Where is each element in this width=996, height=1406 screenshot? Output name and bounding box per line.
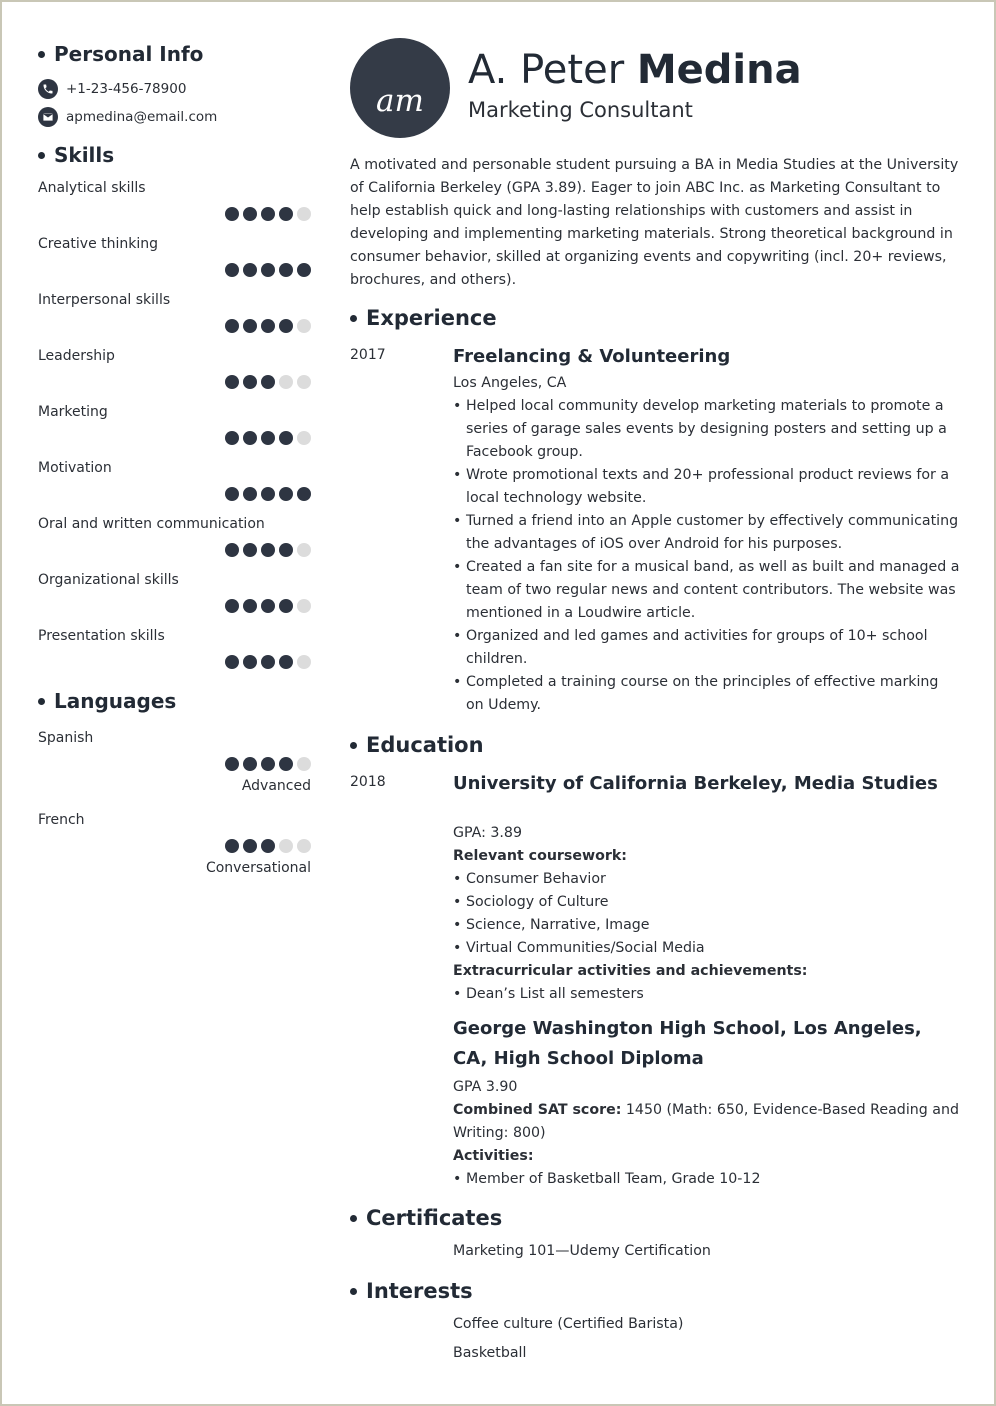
- extracurricular-list: [453, 983, 960, 1006]
- interest-item: Basketball: [453, 1345, 527, 1361]
- rating-dots: [38, 757, 311, 771]
- rating-dots: [38, 839, 311, 853]
- rating-dots: [38, 487, 311, 501]
- empty-dot-icon: [279, 375, 293, 389]
- languages-list: [38, 730, 311, 876]
- name-block: [468, 48, 802, 122]
- filled-dot-icon: [279, 655, 293, 669]
- empty-dot-icon: [297, 599, 311, 613]
- filled-dot-icon: [279, 599, 293, 613]
- filled-dot-icon: [297, 263, 311, 277]
- empty-dot-icon: [297, 839, 311, 853]
- empty-dot-icon: [297, 207, 311, 221]
- job-role: Marketing Consultant: [468, 98, 693, 122]
- filled-dot-icon: [243, 431, 257, 445]
- phone-icon: [38, 79, 58, 99]
- filled-dot-icon: [261, 543, 275, 557]
- filled-dot-icon: [279, 543, 293, 557]
- rating-dots: [38, 543, 311, 557]
- rating-dots: [38, 375, 311, 389]
- language-item: [38, 730, 311, 794]
- skill-name: Creative thinking: [38, 236, 159, 252]
- skill-name: Interpersonal skills: [38, 292, 171, 308]
- resume-header: [350, 38, 960, 138]
- skill-name: Marketing: [38, 404, 108, 420]
- coursework-item: • Science, Narrative, Image: [453, 914, 960, 937]
- activities-list: [453, 1168, 960, 1191]
- filled-dot-icon: [243, 543, 257, 557]
- skill-name: Analytical skills: [38, 180, 146, 196]
- filled-dot-icon: [225, 655, 239, 669]
- education-entry: [350, 769, 960, 1191]
- profile-summary: A motivated and personable student pursuing a BA in Media Studies at the University of California Berkeley (GPA 3.89). Eager to join ABC Inc. as Marketing Consultant to help establish quick and long-lasting relationships with customers and assist in developing and implementing marketing materials. Strong theoretical background in consumer behavior, skilled at organizing events and copywriting (incl. 20+ reviews, brochures, and others).: [350, 157, 959, 288]
- empty-dot-icon: [279, 839, 293, 853]
- filled-dot-icon: [243, 757, 257, 771]
- filled-dot-icon: [261, 655, 275, 669]
- empty-dot-icon: [297, 757, 311, 771]
- sat-score: Combined SAT score: 1450 (Math: 650, Evidence-Based Reading and Writing: 800): [453, 1102, 959, 1141]
- filled-dot-icon: [225, 263, 239, 277]
- email-icon: [38, 107, 58, 127]
- bullet-icon: [350, 742, 357, 749]
- education-heading: Education: [350, 733, 960, 757]
- filled-dot-icon: [243, 655, 257, 669]
- filled-dot-icon: [279, 431, 293, 445]
- skills-heading: Skills: [38, 143, 311, 167]
- experience-bullet: • Organized and led games and activities for groups of 10+ school children.: [453, 625, 960, 671]
- filled-dot-icon: [297, 487, 311, 501]
- filled-dot-icon: [225, 757, 239, 771]
- rating-dots: [38, 207, 311, 221]
- language-item: [38, 812, 311, 876]
- filled-dot-icon: [279, 487, 293, 501]
- filled-dot-icon: [243, 599, 257, 613]
- language-name: Spanish: [38, 730, 94, 746]
- experience-location: Los Angeles, CA: [453, 375, 567, 391]
- skill-item: [38, 628, 311, 669]
- experience-entry: [350, 342, 960, 717]
- skill-name: Organizational skills: [38, 572, 179, 588]
- phone-number: +1-23-456-78900: [66, 81, 187, 97]
- skill-name: Presentation skills: [38, 628, 165, 644]
- extracurricular-label: Extracurricular activities and achievements:: [453, 963, 808, 979]
- certificates-heading: Certificates: [350, 1206, 960, 1230]
- rating-dots: [38, 599, 311, 613]
- interest-item: Coffee culture (Certified Barista): [453, 1316, 684, 1332]
- language-level: Conversational: [205, 860, 311, 876]
- experience-bullet: • Helped local community develop marketing materials to promote a series of garage sales events by designing posters and setting up a Facebook group.: [453, 395, 960, 464]
- filled-dot-icon: [225, 431, 239, 445]
- skill-item: [38, 516, 311, 557]
- filled-dot-icon: [279, 319, 293, 333]
- bullet-icon: [350, 1288, 357, 1295]
- filled-dot-icon: [243, 839, 257, 853]
- filled-dot-icon: [279, 263, 293, 277]
- filled-dot-icon: [225, 375, 239, 389]
- rating-dots: [38, 319, 311, 333]
- empty-dot-icon: [297, 655, 311, 669]
- bullet-icon: [38, 698, 45, 705]
- experience-bullets: [453, 395, 960, 717]
- bullet-icon: [350, 1215, 357, 1222]
- coursework-item: • Sociology of Culture: [453, 891, 960, 914]
- extracurricular-item: • Dean’s List all semesters: [453, 983, 960, 1006]
- activity-item: • Member of Basketball Team, Grade 10-12: [453, 1168, 960, 1191]
- skill-item: [38, 404, 311, 445]
- coursework-item: • Virtual Communities/Social Media: [453, 937, 960, 960]
- rating-dots: [38, 655, 311, 669]
- university-gpa: GPA: 3.89: [453, 825, 522, 841]
- rating-dots: [38, 263, 311, 277]
- empty-dot-icon: [297, 543, 311, 557]
- filled-dot-icon: [225, 839, 239, 853]
- filled-dot-icon: [243, 263, 257, 277]
- filled-dot-icon: [225, 599, 239, 613]
- filled-dot-icon: [243, 319, 257, 333]
- filled-dot-icon: [261, 839, 275, 853]
- activities-label: Activities:: [453, 1148, 534, 1164]
- experience-bullet: • Turned a friend into an Apple customer by effectively communicating the advantages of iOS over Android for his purposes.: [453, 510, 960, 556]
- skill-item: [38, 348, 311, 389]
- email-address: apmedina@email.com: [66, 109, 218, 125]
- sidebar: [38, 42, 311, 876]
- phone-row: [38, 79, 311, 99]
- filled-dot-icon: [225, 487, 239, 501]
- avatar: [350, 38, 450, 138]
- bullet-icon: [38, 51, 45, 58]
- experience-position: Freelancing & Volunteering: [453, 346, 731, 367]
- experience-bullet: • Wrote promotional texts and 20+ professional product reviews for a local technology website.: [453, 464, 960, 510]
- rating-dots: [38, 431, 311, 445]
- filled-dot-icon: [243, 207, 257, 221]
- skills-list: [38, 180, 311, 669]
- filled-dot-icon: [261, 375, 275, 389]
- filled-dot-icon: [261, 207, 275, 221]
- filled-dot-icon: [225, 319, 239, 333]
- skill-item: [38, 460, 311, 501]
- high-school-name: George Washington High School, Los Angeles, CA, High School Diploma: [453, 1018, 922, 1069]
- skill-item: [38, 292, 311, 333]
- email-row: [38, 107, 311, 127]
- filled-dot-icon: [261, 599, 275, 613]
- filled-dot-icon: [261, 487, 275, 501]
- filled-dot-icon: [279, 207, 293, 221]
- filled-dot-icon: [225, 207, 239, 221]
- filled-dot-icon: [261, 431, 275, 445]
- coursework-label: Relevant coursework:: [453, 848, 627, 864]
- university-name: University of California Berkeley, Media Studies: [453, 773, 938, 794]
- experience-bullet: • Created a fan site for a musical band, as well as built and managed a team of two regular news and content contributors. The website was mentioned in a Loudwire article.: [453, 556, 960, 625]
- bullet-icon: [38, 152, 45, 159]
- skill-item: [38, 236, 311, 277]
- education-year: 2018: [350, 774, 386, 790]
- empty-dot-icon: [297, 319, 311, 333]
- filled-dot-icon: [279, 757, 293, 771]
- main-content: [350, 38, 960, 1361]
- language-level: Advanced: [241, 778, 311, 794]
- high-school-gpa: GPA 3.90: [453, 1079, 518, 1095]
- filled-dot-icon: [261, 757, 275, 771]
- certificate-item: Marketing 101—Udemy Certification: [453, 1243, 711, 1259]
- avatar-initials: am: [376, 83, 424, 119]
- full-name: A. Peter Medina: [468, 47, 802, 93]
- skill-item: [38, 572, 311, 613]
- interests-heading: Interests: [350, 1279, 960, 1303]
- bullet-icon: [350, 315, 357, 322]
- filled-dot-icon: [261, 319, 275, 333]
- skill-item: [38, 180, 311, 221]
- experience-bullet: • Completed a training course on the principles of effective marking on Udemy.: [453, 671, 960, 717]
- filled-dot-icon: [243, 487, 257, 501]
- filled-dot-icon: [225, 543, 239, 557]
- coursework-item: • Consumer Behavior: [453, 868, 960, 891]
- coursework-list: [453, 868, 960, 960]
- experience-year: 2017: [350, 347, 386, 363]
- empty-dot-icon: [297, 431, 311, 445]
- language-name: French: [38, 812, 85, 828]
- empty-dot-icon: [297, 375, 311, 389]
- languages-heading: Languages: [38, 689, 311, 713]
- filled-dot-icon: [261, 263, 275, 277]
- skill-name: Leadership: [38, 348, 115, 364]
- experience-heading: Experience: [350, 306, 960, 330]
- filled-dot-icon: [243, 375, 257, 389]
- skill-name: Oral and written communication: [38, 516, 265, 532]
- personal-info-heading: Personal Info: [38, 42, 311, 66]
- skill-name: Motivation: [38, 460, 112, 476]
